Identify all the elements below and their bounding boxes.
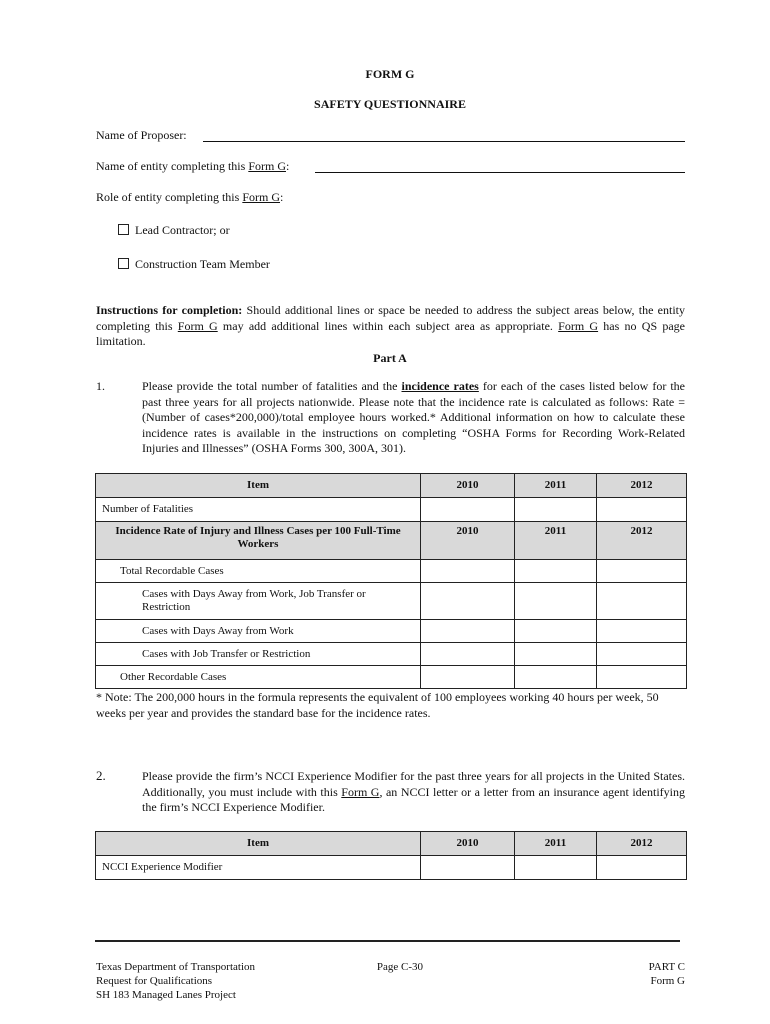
sub-2011-header: 2011 [515, 522, 597, 560]
fatalities-2010-cell[interactable] [421, 498, 515, 522]
total-recordable-2011-cell[interactable] [515, 560, 597, 583]
fatalities-2012-cell[interactable] [597, 498, 687, 522]
ncci-2012-cell[interactable] [597, 856, 687, 880]
days-away-2010-cell[interactable] [421, 620, 515, 643]
footer-rule [95, 940, 680, 942]
ncci-table [95, 831, 687, 880]
proposer-label: Name of Proposer: [96, 128, 187, 142]
row-label-days-away-transfer: Cases with Days Away from Work, Job Transfer or Restriction [96, 583, 421, 620]
row-label-ncci: NCCI Experience Modifier [96, 856, 421, 880]
entity-field[interactable] [315, 172, 685, 173]
entity-label: Name of entity completing this Form G: [96, 159, 290, 173]
table-row [96, 620, 687, 643]
other-recordable-2010-cell[interactable] [421, 666, 515, 689]
form-subtitle: SAFETY QUESTIONNAIRE [314, 97, 466, 111]
ncci-2010-cell[interactable] [421, 856, 515, 880]
days-away-transfer-2010-cell[interactable] [421, 583, 515, 620]
ncci-col-2012-header: 2012 [597, 832, 687, 856]
incidence-note: * Note: The 200,000 hours in the formula represents the equivalent of 100 employees working 40 hours per week, 50 weeks per year and provides the standard base for the incidence rates. [96, 690, 659, 720]
ncci-col-2010-header: 2010 [421, 832, 515, 856]
question-1-text: Please provide the total number of fatalities and the incidence rates for each of the cases listed below for the past three years for all projects nationwide. Please note that the incidence rate is calculated as follows: Rate = (Number of cases*200,000)/total employee hours worked.* Additional information on how to calculate these incidence rates is available in the instructions on completing “OSHA Forms for Recording Work-Related Injuries and Illnesses” (OSHA Forms 300, 300A, 301). [142, 379, 686, 455]
row-label-other-recordable: Other Recordable Cases [96, 666, 421, 689]
question-2-text: Please provide the firm’s NCCI Experience Modifier for the past three years for all projects in the United States. Additionally, you must include with this Form G, an NCCI letter or a letter from an insurance agent identifying the firm’s NCCI Experience Modifier. [142, 769, 685, 814]
lead-contractor-option[interactable]: Lead Contractor; or [118, 223, 230, 239]
construction-team-option[interactable]: Construction Team Member [118, 257, 270, 273]
footer-project: SH 183 Managed Lanes Project [96, 989, 236, 1001]
question-2-number: 2. [96, 768, 106, 783]
lead-contractor-checkbox[interactable] [118, 224, 129, 235]
col-2011-header: 2011 [515, 474, 597, 498]
proposer-field[interactable] [203, 141, 685, 142]
footer-left [96, 960, 255, 1002]
ncci-col-2011-header: 2011 [515, 832, 597, 856]
incidence-subheader-row [96, 522, 687, 560]
days-away-2012-cell[interactable] [597, 620, 687, 643]
ncci-2011-cell[interactable] [515, 856, 597, 880]
row-label-fatalities: Number of Fatalities [96, 498, 421, 522]
ncci-col-item-header: Item [96, 832, 421, 856]
col-2010-header: 2010 [421, 474, 515, 498]
form-title: FORM G [365, 67, 415, 81]
footer-document: Request for Qualifications [96, 975, 213, 987]
total-recordable-2010-cell[interactable] [421, 560, 515, 583]
incidence-table [95, 473, 687, 689]
question-1-number: 1. [96, 379, 105, 393]
row-label-days-away: Cases with Days Away from Work [96, 620, 421, 643]
role-label: Role of entity completing this Form G: [96, 190, 284, 204]
construction-team-checkbox[interactable] [118, 258, 129, 269]
table-row [96, 583, 687, 620]
table-row [96, 856, 687, 880]
sub-2010-header: 2010 [421, 522, 515, 560]
incidence-subheader-label: Incidence Rate of Injury and Illness Cases per 100 Full-Time Workers [96, 522, 421, 560]
row-label-job-transfer: Cases with Job Transfer or Restriction [96, 643, 421, 666]
table-row [96, 560, 687, 583]
table-row [96, 498, 687, 522]
fatalities-2011-cell[interactable] [515, 498, 597, 522]
col-2012-header: 2012 [597, 474, 687, 498]
table-header-row [96, 832, 687, 856]
other-recordable-2011-cell[interactable] [515, 666, 597, 689]
footer-part: PART C [648, 961, 685, 973]
sub-2012-header: 2012 [597, 522, 687, 560]
job-transfer-2011-cell[interactable] [515, 643, 597, 666]
table-header-row [96, 474, 687, 498]
row-label-total-recordable: Total Recordable Cases [96, 560, 421, 583]
instructions-paragraph: Instructions for completion: Should additional lines or space be needed to address the subject areas below, the entity completing this Form G may add additional lines within each subject area as appropriate. Form G has no QS page limitation. [96, 303, 686, 348]
col-item-header: Item [96, 474, 421, 498]
footer-right [560, 960, 685, 988]
job-transfer-2010-cell[interactable] [421, 643, 515, 666]
table-row [96, 666, 687, 689]
days-away-transfer-2012-cell[interactable] [597, 583, 687, 620]
other-recordable-2012-cell[interactable] [597, 666, 687, 689]
total-recordable-2012-cell[interactable] [597, 560, 687, 583]
days-away-2011-cell[interactable] [515, 620, 597, 643]
part-a-heading: Part A [373, 351, 407, 365]
footer-page-number: Page C-30 [376, 961, 424, 973]
job-transfer-2012-cell[interactable] [597, 643, 687, 666]
footer-agency: Texas Department of Transportation [96, 961, 256, 973]
table-row [96, 643, 687, 666]
footer-form: Form G [650, 975, 685, 987]
days-away-transfer-2011-cell[interactable] [515, 583, 597, 620]
